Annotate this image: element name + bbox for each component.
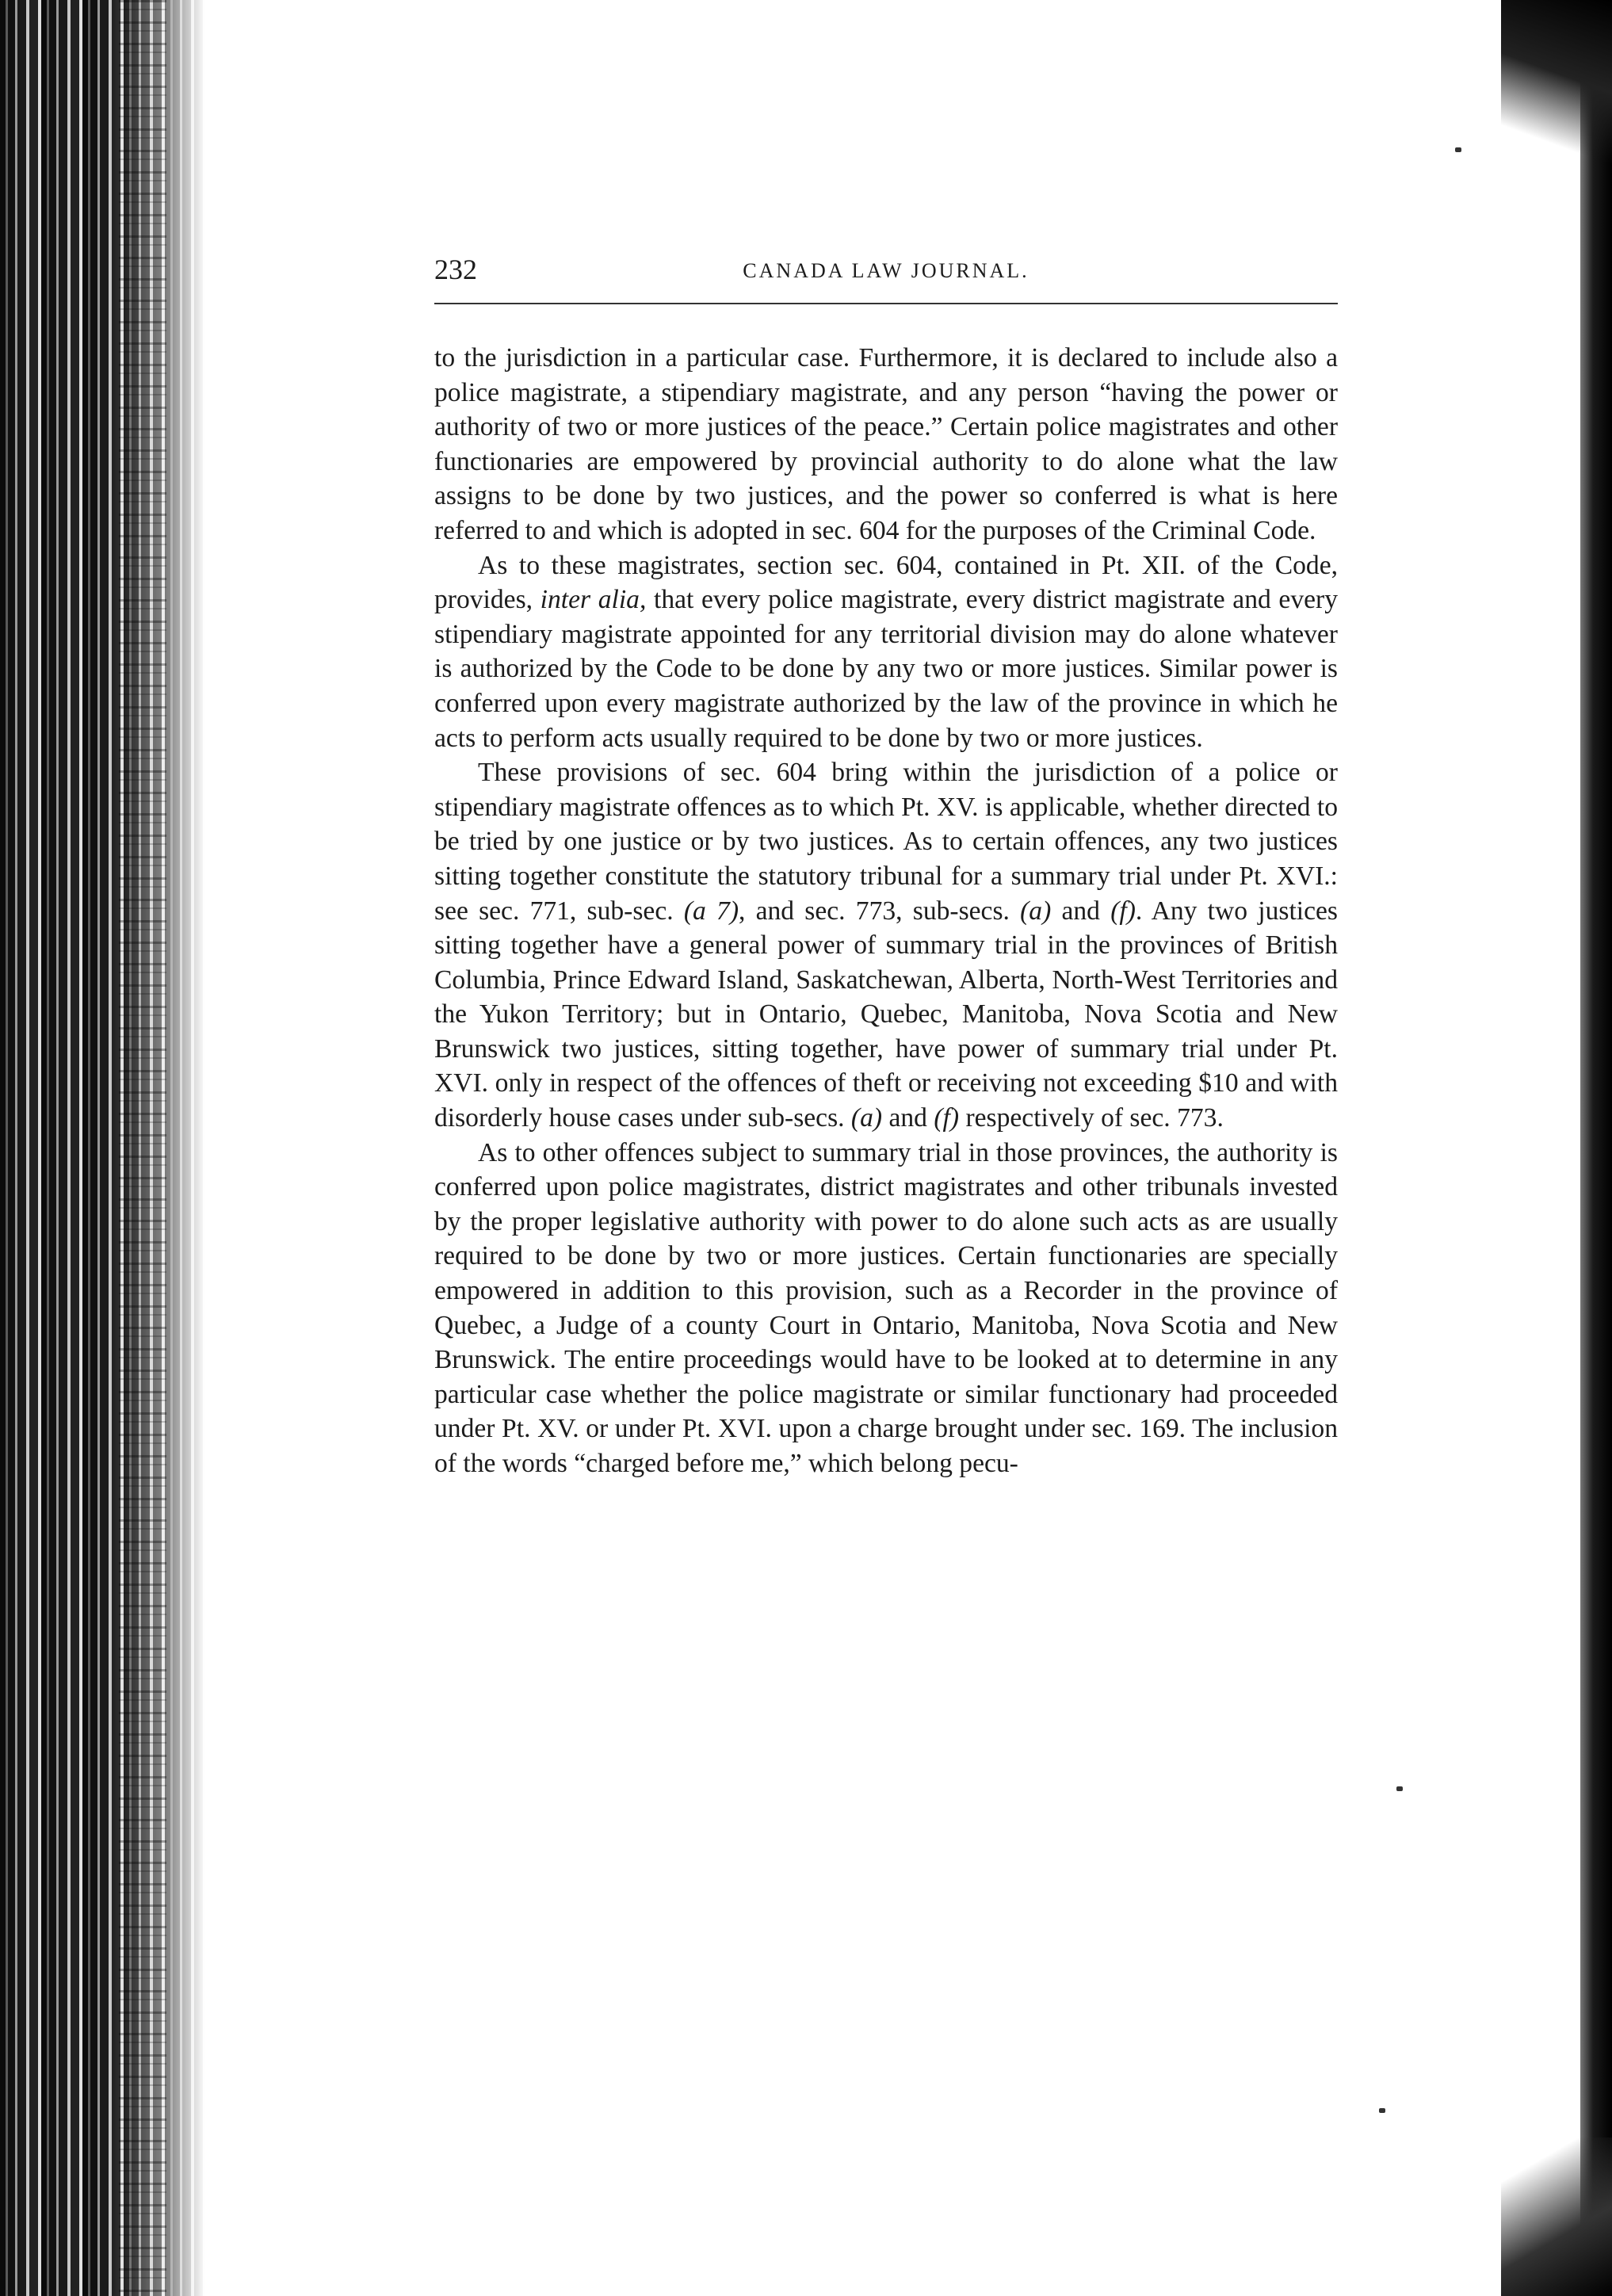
italic-run: (a)	[850, 1103, 883, 1133]
page-right-edge	[1580, 0, 1612, 2296]
page-corner-shadow-top	[1501, 0, 1612, 166]
paragraph	[434, 341, 1338, 548]
header-rule	[434, 303, 1338, 304]
text-run: As to other offences subject to summary trial in those provinces, the authority is conferred upon police magistrates, district magistrates and other tribunals invested by the proper legislative authority with power to do alone such acts as are usually required to be done by two or more justices. Certain functionaries are specially empowered in addition to this provision, such as a Recorder in the province of Quebec, a Judge of a county Court in Ontario, Manitoba, Nova Scotia and New Brunswick. The entire proceedings would have to be looked at to determine in any particular case whether the police magistrate or similar functionary had proceeded under Pt. XV. or under Pt. XVI. upon a charge brought under sec. 169. The inclusion of the words “charged before me,” which belong pecu-	[434, 1137, 1338, 1478]
paragraph	[434, 755, 1338, 1136]
scan-speck	[1455, 147, 1461, 152]
page-number: 232	[434, 254, 477, 285]
text-run: that every police magistrate, every district magistrate and every stipendiary magistrate appointed for any territorial division may do alone whatever is authorized by the Code to be done by any two or more justices. Similar power is conferred upon every magistrate authorized by the law of the province in which he acts to perform acts usually required to be done by two or more justices.	[434, 585, 1338, 753]
text-run: These provisions of sec. 604 bring within the jurisdiction of a police or stipendiary magistrate offences as to which Pt. XV. is applicable, whether directed to be tried by one justice or by two justices. As to certain offences, any two justices sitting together constitute the statutory tribunal for a summary trial under Pt. XVI.: see sec. 771, sub-sec.	[434, 758, 1338, 926]
italic-run: inter alia,	[540, 585, 647, 615]
italic-run: (a 7)	[683, 896, 739, 926]
scan-speck	[1379, 2108, 1385, 2113]
running-head	[434, 252, 1338, 287]
paragraph	[434, 548, 1338, 756]
text-run: . Any two justices sitting together have a general power of summary trial in the provinces of British Columbia, Prince Edward Island, Saskatchewan, Alberta, North-West Territories and the Yukon Territory; but in Ontario, Quebec, Manitoba, Nova Scotia and New Brunswick two justices, sitting together, have power of summary trial under Pt. XVI. only in respect of the offences of theft or receiving not exceeding $10 and with disorderly house cases under sub-secs.	[434, 896, 1338, 1133]
text-run: As to these magistrates, section sec. 604, contained in Pt. XII. of the Code, provides,	[434, 550, 1338, 615]
book-page	[434, 252, 1338, 1481]
italic-run: (f)	[1110, 896, 1136, 926]
page-corner-shadow-bottom	[1501, 2137, 1612, 2296]
italic-run: (f)	[934, 1103, 960, 1133]
text-run: to the jurisdiction in a particular case. Furthermore, it is declared to include also a police magistrate, a stipendiary magistrate, and any person “having the power or authority of two or more justices of the peace.” Certain police magistrates and other functionaries are empowered by provincial authority to do alone what the law assigns to be done by two justices, and the power so conferred is what is here referred to and which is adopted in sec. 604 for the purposes of the Criminal Code.	[434, 343, 1338, 545]
paragraph	[434, 1136, 1338, 1481]
book-binding-shadow	[0, 0, 206, 2296]
italic-run: (a)	[1020, 896, 1052, 926]
binding-speckle	[119, 0, 166, 2296]
body-text	[434, 341, 1338, 1481]
scan-speck	[1396, 1786, 1403, 1791]
text-run: respectively of sec. 773.	[959, 1103, 1224, 1133]
journal-title: CANADA LAW JOURNAL.	[743, 259, 1029, 282]
text-run: , and sec. 773, sub-secs.	[739, 896, 1021, 926]
text-run: and	[882, 1103, 934, 1133]
text-run: and	[1051, 896, 1111, 926]
